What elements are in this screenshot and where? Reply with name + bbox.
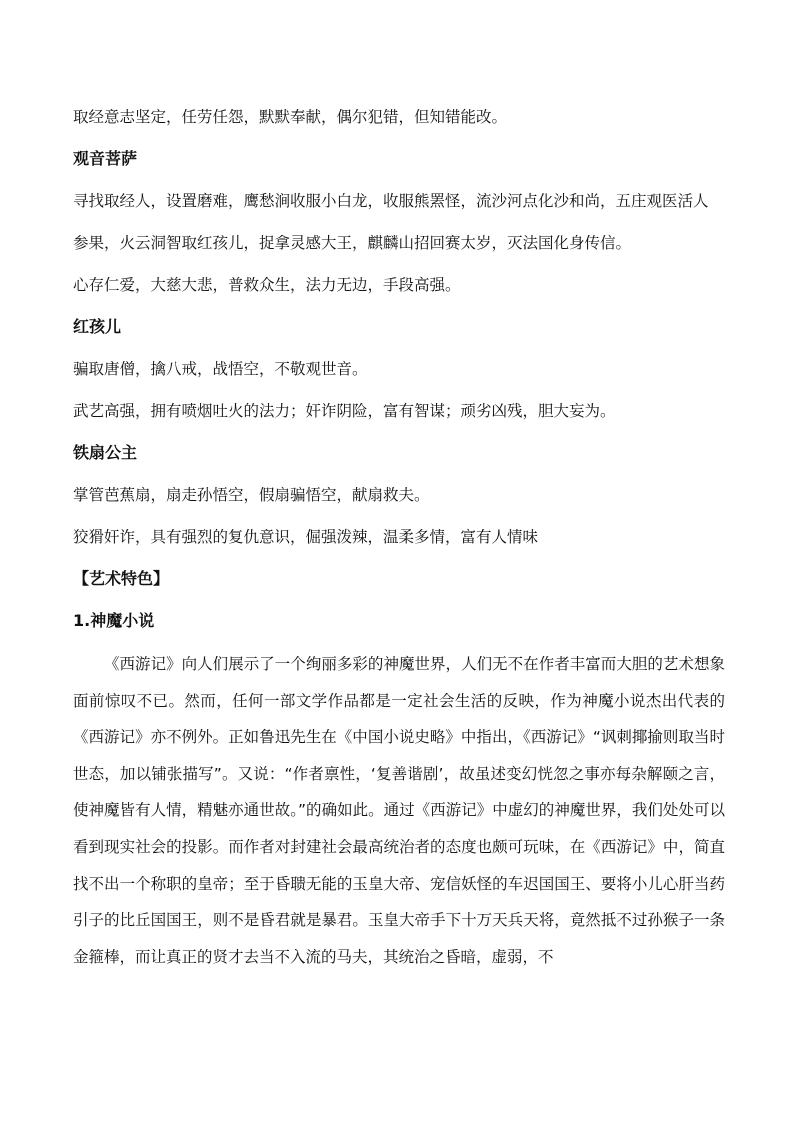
- art-section-heading: 【艺术特色】: [73, 569, 170, 588]
- guanyin-deeds-line-2: 参果，火云洞智取红孩儿，捉拿灵感大王，麒麟山招回赛太岁，灭法国化身传信。: [73, 234, 632, 252]
- honghaier-traits-line: 武艺高强，拥有喷烟吐火的法力；奸诈阴险，富有智谋；顽劣凶残，胆大妄为。: [73, 402, 616, 420]
- tangseng-traits-line: 取经意志坚定，任劳任怨，默默奉献，偶尔犯错，但知错能改。: [73, 108, 508, 126]
- honghaier-deeds-line: 骗取唐僧，擒八戒，战悟空，不敬观世音。: [73, 360, 368, 378]
- tieshan-heading: 铁扇公主: [73, 443, 138, 462]
- tieshan-deeds-line: 掌管芭蕉扇，扇走孙悟空，假扇骗悟空，献扇救夫。: [73, 486, 430, 504]
- art-sub-heading: 1.神魔小说: [73, 611, 155, 630]
- tieshan-traits-line: 狡猾奸诈，具有强烈的复仇意识，倔强泼辣，温柔多情，富有人情味: [73, 528, 539, 546]
- honghaier-heading: 红孩儿: [73, 317, 122, 336]
- guanyin-heading: 观音菩萨: [73, 149, 138, 168]
- guanyin-deeds-line-1: 寻找取经人，设置磨难，鹰愁涧收服小白龙，收服熊罴怪，流沙河点化沙和尚，五庄观医活人: [73, 192, 709, 210]
- guanyin-traits-line: 心存仁爱，大慈大悲，普救众生，法力无边，手段高强。: [73, 276, 461, 294]
- art-paragraph: 《西游记》向人们展示了一个绚丽多彩的神魔世界，人们无不在作者丰富而大胆的艺术想象面前惊叹不已。然而，任何一部文学作品都是一定社会生活的反映，作为神魔小说杰出代表的《西游记》亦不例外。正如鲁迅先生在《中国小说史略》中指出，《西游记》“讽刺揶揄则取当时世态，加以铺张描写”。又说：“作者禀性，‘复善谐剧’，故虽述变幻恍忽之事亦每杂解颐之言，使神魔皆有人情，精魅亦通世故。”的确如此。通过《西游记》中虚幻的神魔世界，我们处处可以看到现实社会的投影。而作者对封建社会最高统治者的态度也颇可玩味，在《西游记》中，简直找不出一个称职的皇帝；至于昏聩无能的玉皇大帝、宠信妖怪的车迟国国王、要将小儿心肝当药引子的比丘国国王，则不是昏君就是暴君。玉皇大帝手下十万天兵天将，竟然抵不过孙猴子一条金箍棒，而让真正的贤才去当不入流的马夫，其统治之昏暗，虚弱，不: [73, 655, 725, 966]
